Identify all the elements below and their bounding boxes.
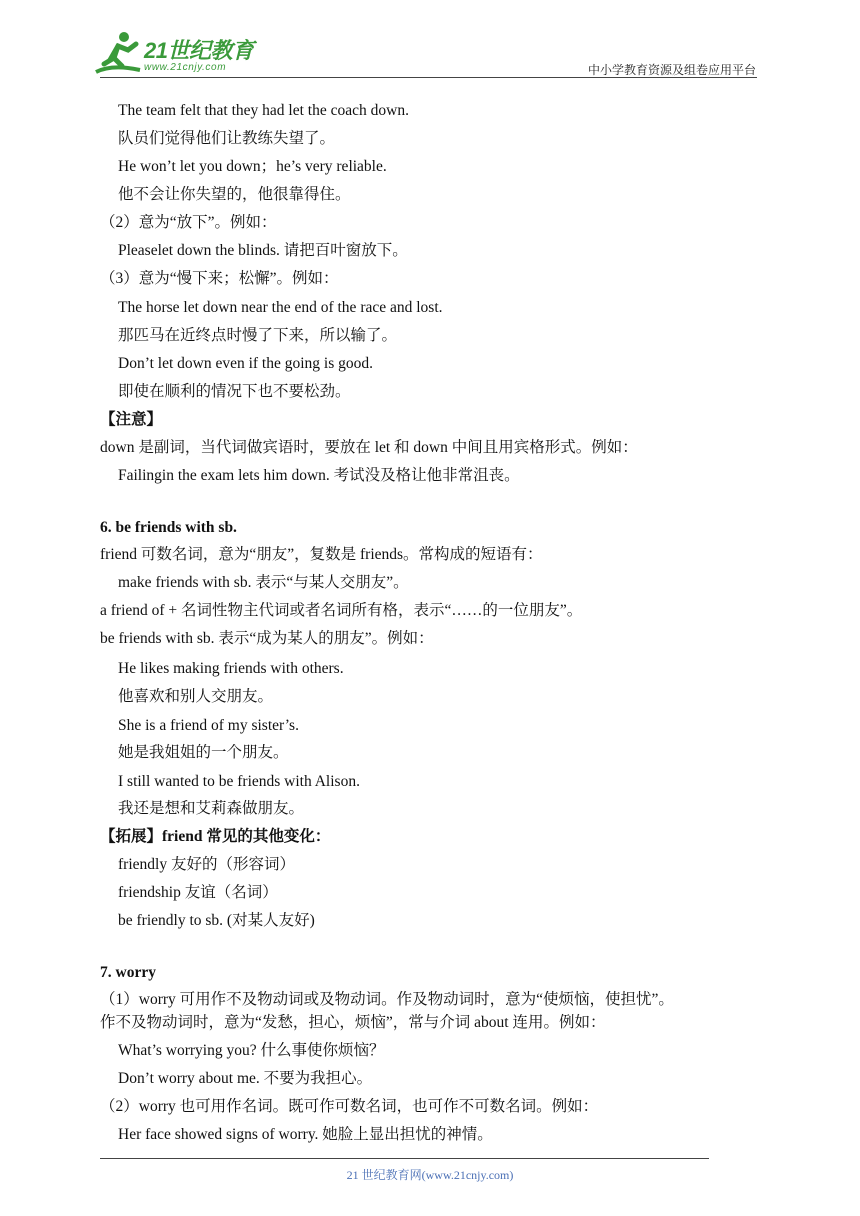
text-line: be friends with sb. 表示“成为某人的朋友”。例如： [100,630,434,647]
footer-text: 21 世纪教育网(www.21cnjy.com) [346,1168,514,1182]
text-line: （3）意为“慢下来；松懈”。例如： [100,270,339,287]
text-line: What’s worrying you? 什么事使你烦恼？ [118,1042,385,1059]
footer-divider [100,1158,709,1159]
text-line: （1）worry 可用作不及物动词或及物动词。作及物动词时，意为“使烦恼，使担忧”。 [100,991,674,1008]
text-line: She is a friend of my sister’s. [118,717,299,734]
logo-text: 21世纪教育 [144,38,254,63]
header-divider [100,77,757,78]
text-line: 作不及物动词时，意为“发愁，担心，烦恼”，常与介词 about 连用。例如： [100,1014,606,1031]
text-line: 他喜欢和别人交朋友。 [118,688,274,705]
text-line: make friends with sb. 表示“与某人交朋友”。 [118,574,409,591]
text-line: down 是副词，当代词做宾语时，要放在 let 和 down 中间且用宾格形式。例如： [100,439,638,456]
text-line: Failingin the exam lets him down. 考试没及格让他非常沮丧。 [118,467,520,484]
text-line: Don’t worry about me. 不要为我担心。 [118,1070,373,1087]
section-heading: 7. worry [100,964,156,981]
text-line: friendship 友谊（名词） [118,884,278,901]
text-line: He won’t let you down；he’s very reliable. [118,158,387,175]
extension-heading: 【拓展】friend 常见的其他变化： [100,828,331,845]
text-line: I still wanted to be friends with Alison. [118,773,360,790]
site-logo [92,30,262,80]
text-line: Pleaselet down the blinds. 请把百叶窗放下。 [118,242,408,259]
text-line: friendly 友好的（形容词） [118,856,295,873]
text-line: 队员们觉得他们让教练失望了。 [118,130,336,147]
text-line: （2）意为“放下”。例如： [100,214,277,231]
text-line: Don’t let down even if the going is good. [118,355,374,372]
text-line: 她是我姐姐的一个朋友。 [118,744,289,761]
runner-logo-icon [92,30,144,78]
page-header [0,0,860,80]
note-heading: 【注意】 [100,411,163,428]
text-line: be friendly to sb. (对某人友好) [118,912,315,929]
text-line: The team felt that they had let the coach down. [118,102,409,119]
text-line: 即使在顺利的情况下也不要松劲。 [118,383,351,400]
text-line: 他不会让你失望的，他很靠得住。 [118,186,351,203]
text-line: He likes making friends with others. [118,660,344,677]
header-platform-text: 中小学教育资源及组卷应用平台 [587,63,756,77]
text-line: 我还是想和艾莉森做朋友。 [118,800,305,817]
text-line: （2）worry 也可用作名词。既可作可数名词，也可作不可数名词。例如： [100,1098,599,1115]
text-line: friend 可数名词，意为“朋友”，复数是 friends。常构成的短语有： [100,546,543,563]
logo-url: www.21cnjy.com [144,62,227,73]
text-line: a friend of + 名词性物主代词或者名词所有格，表示“……的一位朋友”。 [100,602,583,619]
text-line: 那匹马在近终点时慢了下来，所以输了。 [118,327,398,344]
text-line: The horse let down near the end of the race and lost. [118,299,443,316]
section-heading: 6. be friends with sb. [100,519,237,536]
text-line: Her face showed signs of worry. 她脸上显出担忧的神情。 [118,1126,493,1143]
